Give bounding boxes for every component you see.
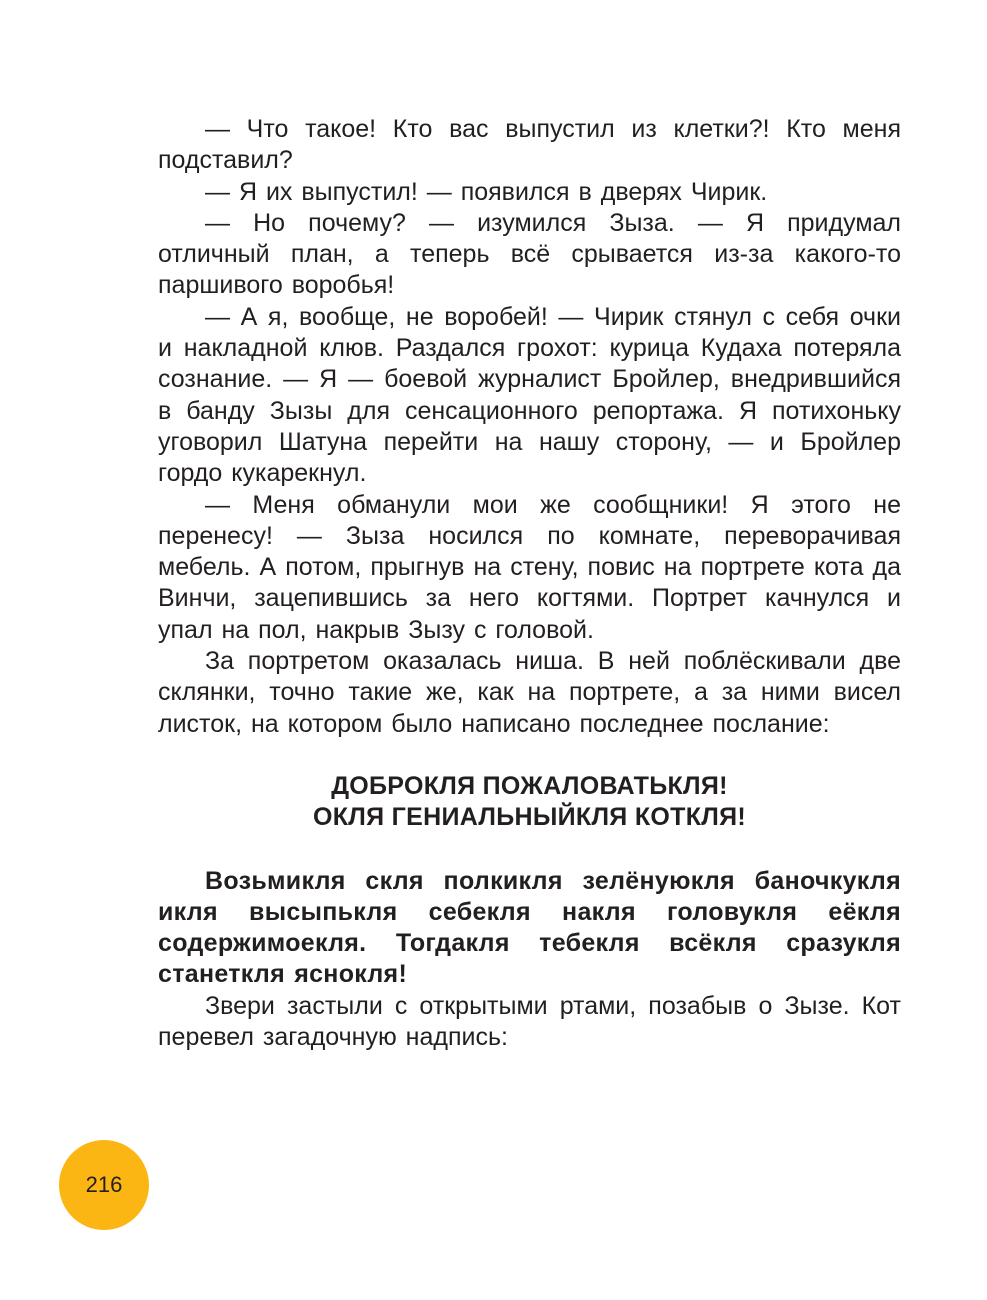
paragraph: — Я их выпустил! — появился в дверях Чирик. (205, 177, 768, 206)
page-number: 216 (85, 1172, 123, 1197)
secret-message-line: ДОБРОКЛЯ ПОЖАЛОВАТЬКЛЯ! (331, 771, 728, 800)
page-number-badge (59, 1140, 149, 1230)
paragraph: — Меня обманули мои же сообщники! Я этого не перенесу! — Зыза носился по комнате, переворачивая мебель. А потом, прыгнув на стену, повис на портрете кота да Винчи, зацепившись за него когтями. Портрет качнулся и упал на пол, накрыв Зызу с головой. (158, 490, 901, 644)
page-text (158, 114, 901, 1053)
paragraph: — Но почему? — изумился Зыза. — Я придумал отличный план, а теперь всё срывается из-за какого-то паршивого воробья! (158, 208, 901, 300)
secret-message-heading (158, 771, 901, 834)
paragraph: Звери застыли с открытыми ртами, позабыв о Зызе. Кот перевел загадочную надпись: (158, 991, 901, 1052)
secret-message-line: ОКЛЯ ГЕНИАЛЬНЫЙКЛЯ КОТКЛЯ! (313, 803, 746, 832)
secret-message-body: Возьмикля скля полкикля зелёнуюкля баночкукля икля высыпькля себекля накля головукля еёкля содержимоекля. Тогдакля тебекля всёкля сразукля станеткля яснокля! (158, 866, 901, 989)
paragraph: — А я, вообще, не воробей! — Чирик стянул с себя очки и накладной клюв. Раздался грохот: курица Кудаха потеряла сознание. — Я — боевой журналист Бройлер, внедрившийся в банду Зызы для сенсационного репортажа. Я потихоньку уговорил Шатуна перейти на нашу сторону, — и Бройлер гордо кукарекнул. (158, 302, 901, 488)
paragraph: — Что такое! Кто вас выпустил из клетки?! Кто меня подставил? (158, 115, 901, 175)
paragraph: За портретом оказалась ниша. В ней поблёскивали две склянки, точно такие же, как на портрете, а за ними висел листок, на котором было написано последнее послание: (158, 647, 901, 738)
